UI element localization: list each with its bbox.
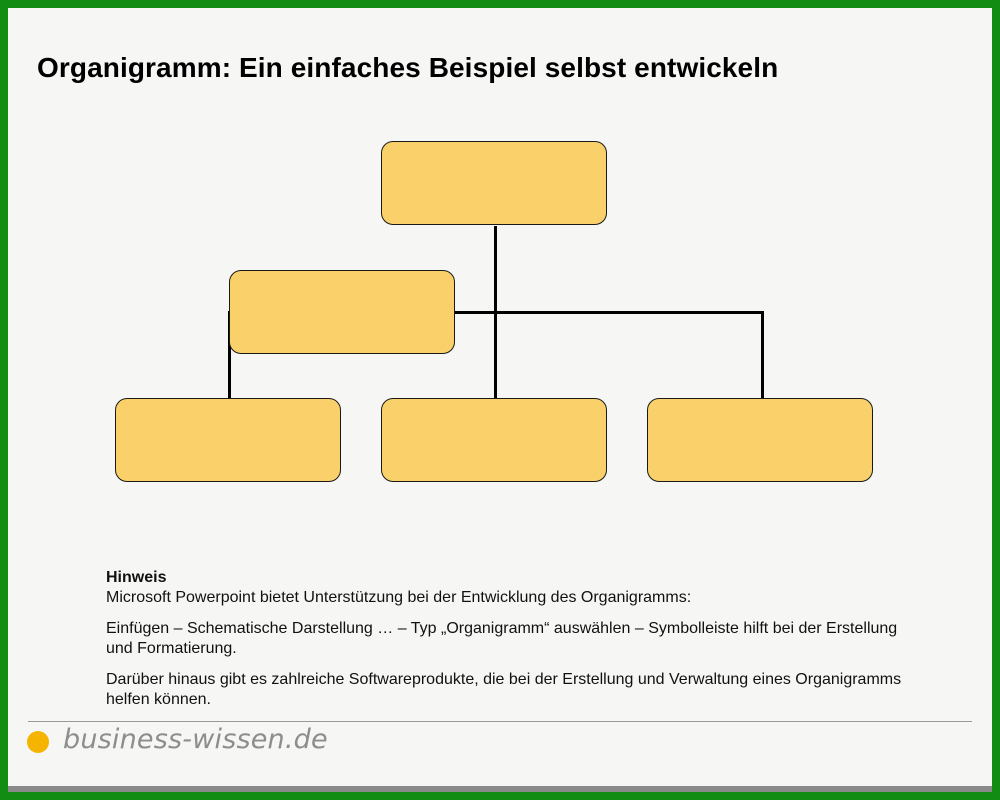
note-line-3: Darüber hinaus gibt es zahlreiche Softwareprodukte, die bei der Erstellung und Verwaltung eines Organigramms helfen können. <box>106 671 902 708</box>
footer-divider <box>28 721 972 722</box>
org-node-staff <box>229 270 455 354</box>
org-node-top <box>381 141 607 225</box>
logo-dot-icon <box>27 731 49 753</box>
org-node-left <box>115 398 341 482</box>
bottom-bar <box>8 786 992 792</box>
connector-right-drop <box>761 311 764 399</box>
org-node-center <box>381 398 607 482</box>
slide <box>8 8 992 792</box>
org-chart <box>8 8 992 568</box>
page-title: Organigramm: Ein einfaches Beispiel selbst entwickeln <box>37 52 779 83</box>
note-heading: Hinweis <box>106 569 167 586</box>
note-line-1: Microsoft Powerpoint bietet Unterstützung bei der Entwicklung des Organigramms: <box>106 589 692 606</box>
note-line-2: Einfügen – Schematische Darstellung … – Typ „Organigramm“ auswählen – Symbolleiste hilft bei der Erstellung und Formatierung. <box>106 620 898 657</box>
org-node-right <box>647 398 873 482</box>
note-section <box>106 568 926 710</box>
footer-logo[interactable]: business-wissen.de <box>63 724 328 755</box>
